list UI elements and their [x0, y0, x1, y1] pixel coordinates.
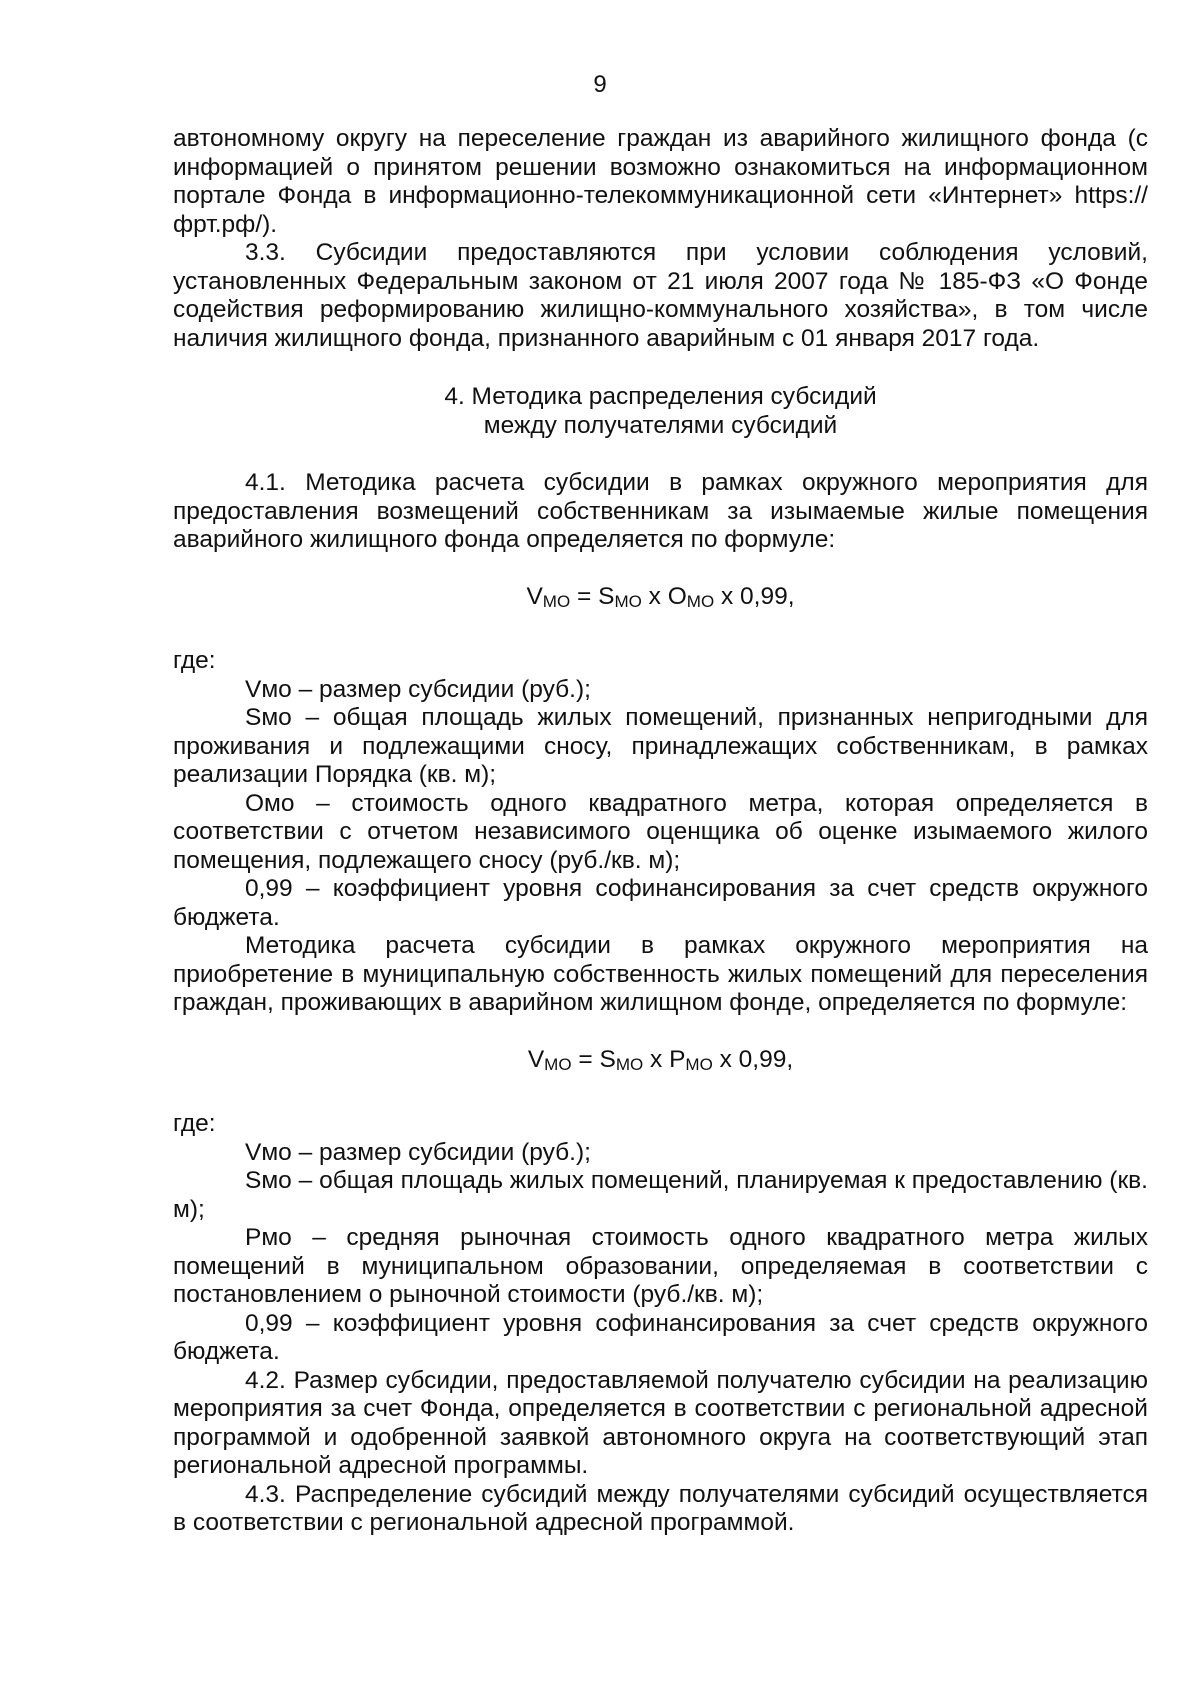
section-title-line-1: 4. Методика распределения субсидий: [444, 383, 877, 410]
definition-coef-2: 0,99 – коэффициент уровня софинансирования за счет средств окружного бюджета.: [173, 1309, 1148, 1365]
formula-1-v-sub: МО: [542, 591, 571, 611]
definition-smo-2: Sмо – общая площадь жилых помещений, планируемая к предоставлению (кв. м);: [173, 1167, 1148, 1223]
definition-vmo-2: Vмо – размер субсидии (руб.);: [245, 1138, 591, 1166]
formula-1-o: O: [667, 582, 687, 610]
formula-2-p: P: [669, 1045, 686, 1073]
paragraph-3-3: 3.3. Субсидии предоставляются при условии соблюдения условий, установленных Федеральным законом от 21 июля 2007 года № 185-ФЗ «О Фонде содействия реформированию жилищно-коммунального хозяйства», в том числе наличия жилищного фонда, признанного аварийным с 01 января 2017 года.: [173, 239, 1148, 352]
formula-2-v: V: [527, 1045, 545, 1073]
where-label-1: где:: [173, 647, 216, 674]
formula-2-eq: =: [571, 1045, 600, 1073]
formula-2-s-sub: МО: [615, 1054, 644, 1074]
definition-omo: Омо – стоимость одного квадратного метра, которая определяется в соответствии с отчетом независимого оценщика об оценке изымаемого жилого помещения, подлежащего сносу (руб./кв. м);: [173, 789, 1148, 874]
formula-1-eq: =: [570, 582, 599, 610]
formula-1: [173, 583, 1148, 612]
definition-pmo: Рмо – средняя рыночная стоимость одного квадратного метра жилых помещений в муниципальном образовании, определяемая в соответствии с постановлением о рыночной стоимости (руб./кв. м);: [173, 1224, 1148, 1308]
formula-2-x: x: [643, 1045, 670, 1073]
section-heading: [173, 383, 1148, 440]
formula-1-s-sub: МО: [614, 591, 642, 611]
paragraph-4-1: 4.1. Методика расчета субсидии в рамках окружного мероприятия для предоставления возмещений собственникам за изымаемые жилые помещения аварийного жилищного фонда определяется по формуле:: [173, 469, 1148, 553]
section-title-line-2: между получателями субсидий: [483, 411, 838, 439]
paragraph-4-3: 4.3. Распределение субсидий между получателями субсидий осуществляется в соответствии с региональной адресной программой.: [173, 1480, 1148, 1536]
formula-2-p-sub: МО: [685, 1054, 713, 1074]
formula-1-s: S: [598, 582, 615, 610]
where-label-2: где:: [173, 1110, 216, 1137]
formula-2-tail: x 0,99,: [712, 1045, 794, 1073]
definition-coef-1: 0,99 – коэффициент уровня софинансирования за счет средств окружного бюджета.: [173, 875, 1148, 931]
page-number: 9: [593, 71, 607, 98]
formula-1-o-sub: МО: [686, 591, 715, 611]
definition-vmo-1: Vмо – размер субсидии (руб.);: [245, 675, 591, 703]
formula-1-x: x: [641, 582, 668, 610]
document-body: [173, 125, 1148, 1538]
paragraph-continuation: автономному округу на переселение граждан из аварийного жилищного фонда (с информацией о принятом решении возможно ознакомиться на информационном портале Фонда в информационно-телекоммуникационной сети «Интернет» https://фрт.рф/).: [173, 125, 1148, 238]
paragraph-4-2: 4.2. Размер субсидии, предоставляемой получателю субсидии на реализацию мероприятия за счет Фонда, определяется в соответствии с региональной адресной программой и одобренной заявкой автономного округа на соответствующий этап региональной адресной программы.: [173, 1366, 1148, 1479]
formula-1-v: V: [526, 582, 543, 610]
formula-2-v-sub: МО: [544, 1054, 572, 1074]
definition-smo-1: Sмо – общая площадь жилых помещений, признанных непригодными для проживания и подлежащими сносу, принадлежащих собственникам, в рамках реализации Порядка (кв. м);: [173, 704, 1148, 788]
formula-1-tail: x 0,99,: [714, 582, 795, 610]
formula-2-s: S: [599, 1045, 616, 1073]
formula-2: [173, 1046, 1148, 1075]
paragraph-method-2: Методика расчета субсидии в рамках окружного мероприятия на приобретение в муниципальную собственность жилых помещений для переселения граждан, проживающих в аварийном жилищном фонде, определяется по формуле:: [173, 932, 1148, 1016]
